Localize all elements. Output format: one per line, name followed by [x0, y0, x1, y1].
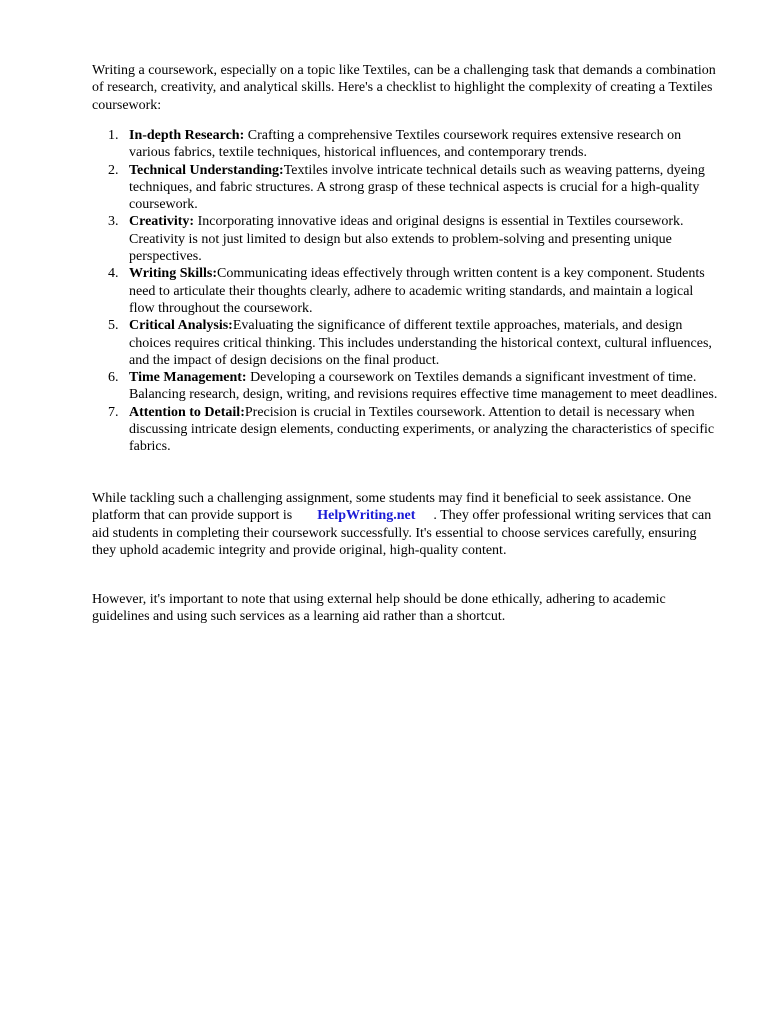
list-item-text: Evaluating the significance of different textile approaches, materials, and design choices requires critical thinking. This includes understanding the historical context, cultural influences, and the impact of design decisions on the final product.	[129, 318, 712, 368]
list-item-title: Critical Analysis:	[129, 318, 233, 334]
list-item-number: 5.	[108, 318, 119, 334]
ethics-paragraph: However, it's important to note that using external help should be done ethically, adhering to academic guidelines and using such services as a learning aid rather than a shortcut.	[92, 592, 666, 625]
list-item-text: Precision is crucial in Textiles coursework. Attention to detail is necessary when discussing intricate design elements, conducting experiments, or analyzing the characteristics of specific fabrics.	[129, 404, 715, 455]
assistance-text-after: . They offer professional writing services that can aid students in completing their coursework successfully. It's essential to choose services carefully, ensuring they uphold academic integrity and provide original, high-quality content.	[92, 508, 712, 558]
list-item-number: 6.	[108, 370, 119, 386]
list-item-title: Time Management:	[129, 370, 247, 386]
list-item-title: Creativity:	[129, 214, 195, 230]
list-item-text: Incorporating innovative ideas and original designs is essential in Textiles coursework. Creativity is not just limited to design but also extends to problem-solving and presenting unique perspectives.	[129, 214, 684, 265]
list-item-title: Technical Understanding:	[129, 162, 284, 178]
list-item-text: Crafting a comprehensive Textiles coursework requires extensive research on various fabrics, textile techniques, historical influences, and contemporary trends.	[129, 128, 682, 161]
list-item-number: 4.	[108, 266, 119, 282]
list-item	[92, 265, 722, 317]
list-item-number: 1.	[108, 128, 119, 143]
helpwriting-link[interactable]: HelpWriting.net	[317, 508, 416, 524]
list-item-text: Communicating ideas effectively through written content is a key component. Students need to articulate their thoughts clearly, adhere to academic writing standards, and maintain a logical flow throughout the coursework.	[129, 266, 705, 316]
list-item-text: Textiles involve intricate technical details such as weaving patterns, dyeing techniques, and fabric structures. A strong grasp of these technical aspects is crucial for a high-quality coursework.	[129, 162, 705, 213]
list-item-number: 7.	[108, 404, 119, 420]
list-item-text: Developing a coursework on Textiles demands a significant investment of time. Balancing research, design, writing, and revisions requires effective time management to meet deadlines.	[129, 370, 718, 403]
list-item-number: 2.	[108, 162, 119, 178]
list-item-title: Attention to Detail:	[129, 404, 245, 420]
list-item-number: 3.	[108, 214, 119, 230]
list-item	[92, 317, 722, 369]
list-item	[92, 404, 722, 456]
list-item	[92, 369, 722, 404]
complexity-checklist	[92, 127, 722, 456]
assistance-text-before: While tackling such a challenging assignment, some students may find it beneficial to seek assistance. One platform that can provide support is	[92, 491, 692, 524]
list-item-title: Writing Skills:	[129, 266, 218, 282]
assistance-paragraph	[92, 490, 722, 559]
list-item	[92, 162, 722, 214]
list-item	[92, 127, 722, 162]
list-item-title: In-depth Research:	[129, 128, 245, 143]
list-item	[92, 213, 722, 265]
intro-paragraph: Writing a coursework, especially on a topic like Textiles, can be a challenging task that demands a combination of research, creativity, and analytical skills. Here's a checklist to highlight the complexity of creating a Textiles coursework:	[92, 63, 716, 113]
